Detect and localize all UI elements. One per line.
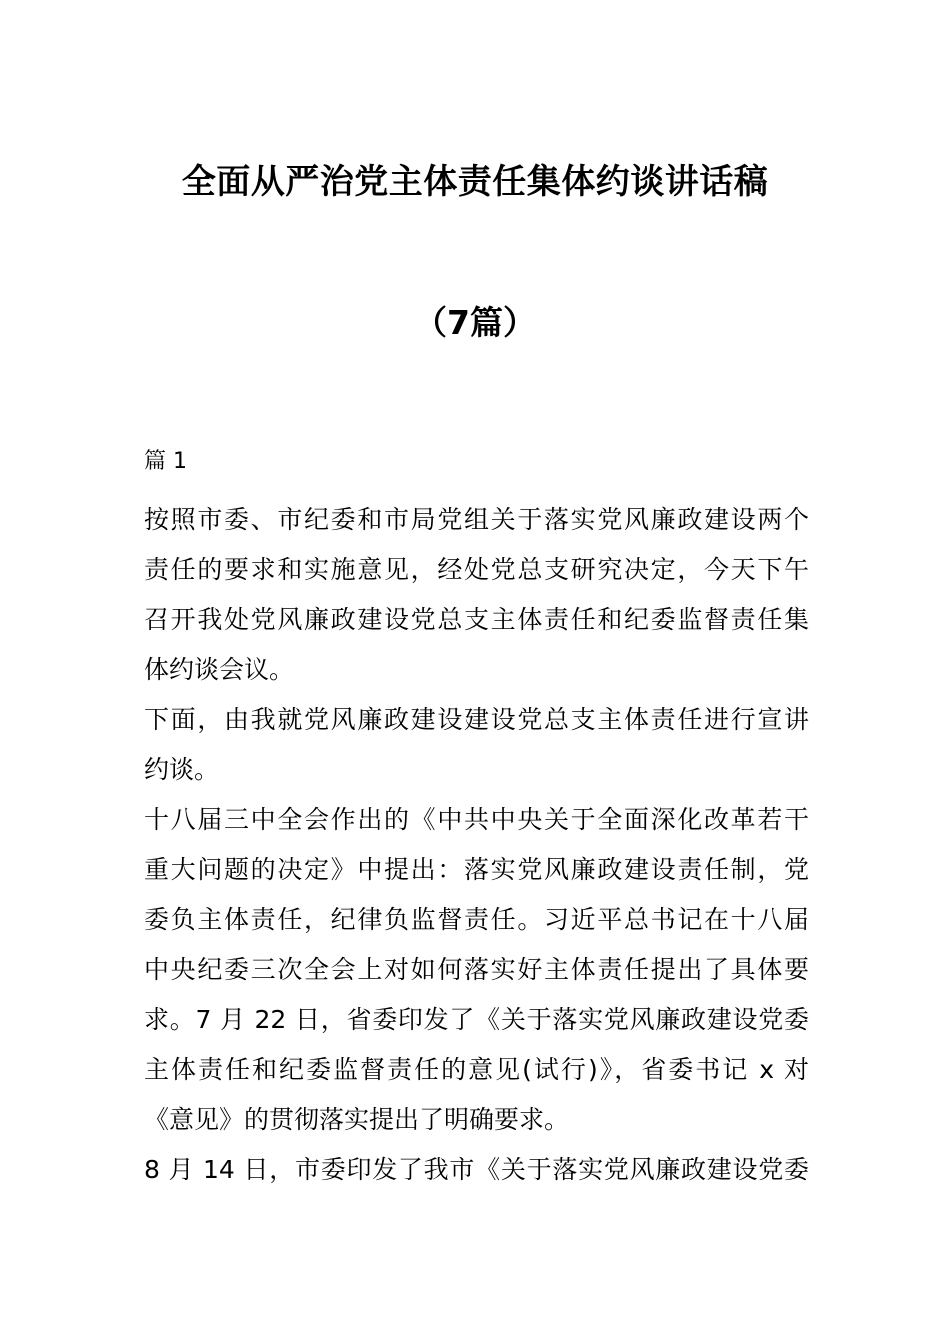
paragraph-line: 中央纪委三次全会上对如何落实好主体责任提出了具体要: [144, 955, 809, 984]
paragraph-line: 体约谈会议。: [144, 655, 295, 684]
paragraph-4: [144, 1145, 809, 1195]
paragraph-3: [144, 795, 809, 1145]
section-label: 篇 1: [144, 449, 187, 474]
paragraph-line: 约谈。: [144, 755, 220, 784]
paragraph-line: 《意见》的贯彻落实提出了明确要求。: [144, 1105, 570, 1134]
paragraph-line: 责任的要求和实施意见，经处党总支研究决定，今天下午: [144, 555, 809, 584]
paragraph-line: 按照市委、市纪委和市局党组关于落实党风廉政建设两个: [144, 505, 809, 534]
document-title: 全面从严治党主体责任集体约谈讲话稿: [181, 162, 769, 202]
paragraph-line: 召开我处党风廉政建设党总支主体责任和纪委监督责任集: [144, 605, 809, 634]
paragraph-line: 十八届三中全会作出的《中共中央关于全面深化改革若干: [144, 805, 809, 834]
document-subtitle: （7篇）: [414, 303, 536, 342]
paragraph-line: 委负主体责任，纪律负监督责任。习近平总书记在十八届: [144, 905, 809, 934]
document-body: [144, 446, 809, 1195]
paragraph-line: 8 月 14 日，市委印发了我市《关于落实党风廉政建设党委: [144, 1155, 809, 1184]
paragraph-line: 重大问题的决定》中提出：落实党风廉政建设责任制，党: [144, 855, 809, 884]
paragraph-2: [144, 695, 809, 795]
paragraph-line: 求。7 月 22 日，省委印发了《关于落实党风廉政建设党委: [144, 1005, 809, 1034]
paragraph-1: [144, 495, 809, 695]
paragraph-line: 下面，由我就党风廉政建设建设党总支主体责任进行宣讲: [144, 705, 809, 734]
paragraph-line: 主体责任和纪委监督责任的意见(试行)》，省委书记 x 对: [144, 1055, 809, 1084]
